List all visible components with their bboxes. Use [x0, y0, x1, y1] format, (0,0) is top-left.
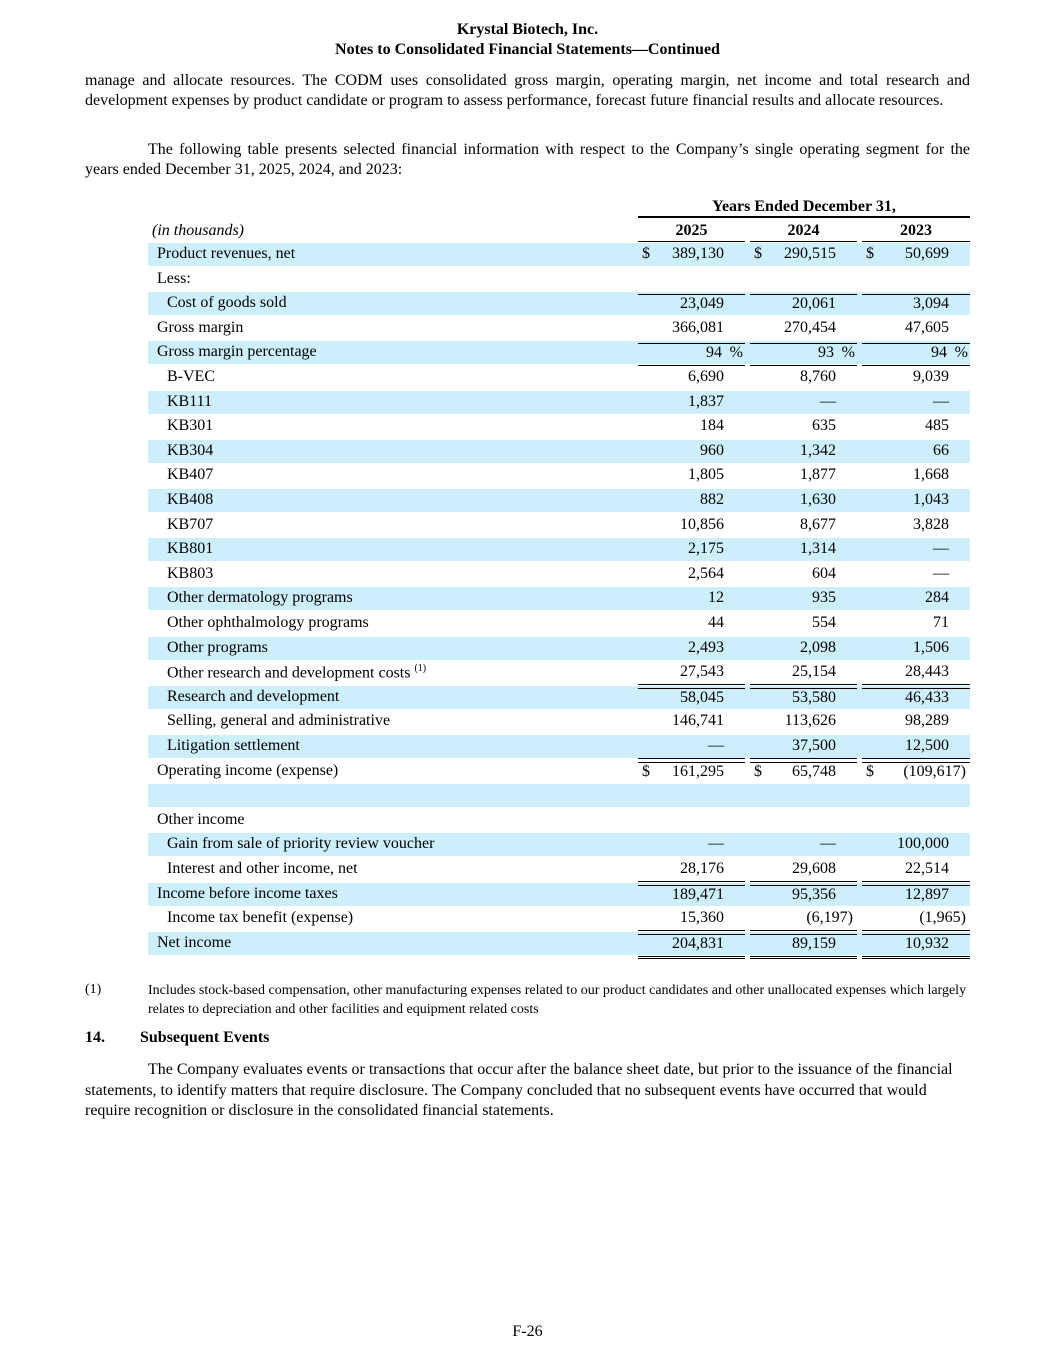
table-cell	[638, 835, 745, 856]
cell-value: 9,039	[913, 368, 949, 385]
cell-value: 22,514	[905, 860, 949, 877]
cell-value: 46,433	[905, 688, 949, 706]
table-cell	[750, 885, 857, 907]
table-row	[148, 587, 970, 610]
table-cell	[638, 270, 745, 291]
cell-value: 113,626	[784, 712, 836, 730]
row-label-text: Cost of goods sold	[167, 294, 287, 312]
table-cell	[750, 319, 857, 340]
cell-value: 1,043	[913, 491, 949, 508]
cell-value: 23,049	[680, 295, 724, 313]
row-label-text: Litigation settlement	[167, 737, 300, 754]
row-label	[157, 270, 191, 288]
row-label	[167, 712, 390, 730]
table-cell	[750, 835, 857, 856]
table-row	[148, 686, 970, 709]
cell-value: 89,159	[792, 934, 836, 952]
cell-value: —	[820, 392, 836, 410]
cell-value: 184	[700, 417, 724, 435]
table-cell	[750, 639, 857, 660]
currency-symbol: $	[754, 762, 762, 780]
cell-value: —	[933, 392, 949, 410]
table-cell	[750, 368, 857, 389]
table-row	[148, 735, 970, 758]
cell-value: 290,515	[784, 245, 836, 262]
table-cell	[750, 565, 857, 586]
cell-value: 3,828	[913, 515, 949, 533]
table-cell	[862, 786, 970, 807]
footnote-ref: (1)	[414, 663, 427, 675]
table-cell	[750, 491, 857, 512]
table-row	[148, 243, 970, 266]
cell-value: 635	[812, 417, 836, 435]
cell-value: 28,443	[905, 663, 949, 681]
cell-value: 12,897	[905, 885, 949, 903]
table-cell	[638, 491, 745, 512]
table-cell	[638, 368, 745, 389]
year-header-2023: 2023	[900, 222, 932, 239]
cell-value: 66	[933, 441, 949, 459]
cell-value: 95,356	[792, 885, 836, 903]
table-cell	[750, 663, 857, 685]
row-label	[167, 393, 212, 411]
cell-value: 882	[700, 491, 724, 508]
row-label-text: KB408	[167, 491, 214, 508]
table-cell	[862, 737, 970, 759]
table-row	[148, 710, 970, 733]
table-cell	[638, 319, 745, 340]
row-label-text: Income before income taxes	[157, 884, 338, 902]
table-cell	[638, 688, 745, 710]
table-cell	[750, 909, 857, 931]
cell-value: 93	[818, 344, 834, 362]
table-cell	[862, 393, 970, 414]
table-row	[148, 415, 970, 438]
row-label	[157, 934, 231, 952]
cell-value: 270,454	[784, 318, 836, 336]
table-cell	[638, 737, 745, 759]
year-rule-2024	[750, 241, 857, 242]
table-cell	[750, 343, 857, 366]
cell-value: 94	[931, 344, 947, 362]
table-cell	[638, 663, 745, 685]
row-label	[167, 860, 358, 878]
table-cell	[750, 688, 857, 710]
table-cell	[862, 516, 970, 537]
table-cell	[750, 786, 857, 807]
cell-value: 10,856	[680, 515, 724, 533]
table-row	[148, 784, 970, 807]
currency-symbol: $	[754, 245, 762, 262]
row-label-text: Research and development	[167, 687, 340, 705]
cell-value: 366,081	[672, 318, 724, 336]
company-name: Krystal Biotech, Inc.	[456, 21, 599, 38]
row-label-text: KB803	[167, 564, 214, 582]
table-cell	[638, 614, 745, 635]
row-label-text: Interest and other income, net	[167, 860, 358, 877]
cell-value: —	[933, 540, 949, 558]
row-label-text: Operating income (expense)	[157, 761, 339, 779]
currency-symbol: $	[642, 762, 650, 780]
table-cell	[862, 491, 970, 512]
row-label-text: Other income	[157, 810, 245, 828]
units-label: (in thousands)	[152, 222, 244, 239]
table-cell	[862, 294, 970, 316]
table-cell	[638, 417, 745, 438]
row-label-text: Other ophthalmology programs	[167, 614, 369, 631]
row-label	[167, 417, 213, 435]
row-label	[157, 885, 338, 903]
table-cell	[638, 860, 745, 882]
table-row	[148, 760, 970, 783]
percent-sign: %	[954, 344, 968, 362]
cell-value: —	[820, 835, 836, 853]
table-cell	[750, 393, 857, 414]
table-cell	[862, 442, 970, 463]
section-title: Subsequent Events	[140, 1029, 270, 1046]
row-label	[167, 688, 339, 706]
cell-value: 1,668	[913, 466, 949, 484]
row-label	[157, 343, 317, 361]
table-cell	[862, 762, 970, 784]
cell-value: 1,630	[800, 491, 836, 508]
row-label	[167, 639, 268, 657]
table-cell	[862, 909, 970, 931]
row-label	[167, 294, 287, 312]
table-cell	[638, 393, 745, 414]
cell-value: 47,605	[905, 318, 949, 336]
cell-value: 6,690	[688, 368, 724, 385]
percent-sign: %	[729, 344, 743, 362]
table-cell	[750, 860, 857, 882]
cell-value: (109,617)	[903, 762, 966, 780]
table-row	[148, 809, 970, 832]
cell-value: 2,175	[688, 540, 724, 558]
table-cell	[750, 934, 857, 959]
cell-value: 1,877	[800, 466, 836, 484]
row-label-text: Less:	[157, 269, 191, 287]
cell-value: 100,000	[897, 835, 949, 853]
row-label	[167, 491, 213, 509]
currency-symbol: $	[866, 762, 874, 780]
table-row	[148, 391, 970, 414]
cell-value: 10,932	[905, 934, 949, 952]
currency-symbol: $	[642, 245, 650, 262]
row-label-text: B-VEC	[167, 368, 215, 385]
row-label	[167, 442, 213, 460]
table-cell	[750, 811, 857, 832]
row-label-text: KB407	[167, 466, 214, 484]
year-header-2025: 2025	[675, 222, 708, 239]
table-cell	[750, 540, 857, 561]
cell-value: 1,506	[913, 638, 949, 656]
footnote-text: Includes stock-based compensation, other manufacturing expenses related to our product candidates and other unallocated expenses which largely relates to depreciation and other facilities and equipment related costs	[148, 983, 967, 1017]
cell-value: 37,500	[792, 737, 836, 754]
row-label-text: KB801	[167, 540, 214, 558]
page-number: F-26	[512, 1323, 543, 1340]
table-cell	[862, 811, 970, 832]
table-cell	[638, 909, 745, 931]
row-label	[157, 245, 295, 263]
cell-value: 1,837	[688, 392, 724, 410]
table-row	[148, 833, 970, 856]
table-cell	[750, 270, 857, 291]
cell-value: 389,130	[672, 245, 724, 262]
table-cell	[862, 245, 970, 266]
table-row	[148, 932, 970, 955]
table-cell	[862, 712, 970, 733]
cell-value: —	[933, 564, 949, 582]
table-cell	[862, 319, 970, 340]
table-cell	[638, 466, 745, 487]
intro-paragraph-1: manage and allocate resources. The CODM uses consolidated gross margin, operating margin, net income and total research and development expenses by product candidate or program to assess performance, forecast future financial results and allocate resources.	[85, 72, 970, 109]
table-row	[148, 612, 970, 635]
cell-value: 161,295	[672, 762, 724, 780]
table-cell	[862, 860, 970, 882]
table-row	[148, 464, 970, 487]
table-row	[148, 341, 970, 364]
table-cell	[638, 245, 745, 266]
row-label-text: Gross margin	[157, 318, 244, 336]
table-cell	[862, 688, 970, 710]
table-cell	[638, 343, 745, 366]
cell-value: —	[708, 737, 724, 754]
table-cell	[638, 639, 745, 660]
table-cell	[638, 565, 745, 586]
table-cell	[750, 417, 857, 438]
cell-value: 2,564	[688, 564, 724, 582]
cell-value: —	[708, 835, 724, 853]
table-row	[148, 661, 970, 684]
section-paragraph: The Company evaluates events or transactions that occur after the balance sheet date, but prior to the issuance of the financial statements, to identify matters that require disclosure. The Company concluded that no subsequent events have occurred that would require recognition or disclosure in the consolidated financial statements.	[85, 1061, 953, 1119]
table-cell	[638, 442, 745, 463]
cell-value: (1,965)	[919, 909, 966, 927]
cell-value: 2,098	[800, 638, 836, 656]
cell-value: 29,608	[792, 860, 836, 877]
table-cell	[862, 663, 970, 685]
cell-value: 204,831	[672, 934, 724, 952]
cell-value: 53,580	[792, 688, 836, 706]
cell-value: 12	[708, 589, 724, 607]
cell-value: 3,094	[913, 295, 949, 313]
row-label-text: KB304	[167, 441, 214, 459]
table-row	[148, 538, 970, 561]
row-label	[167, 540, 213, 558]
table-row	[148, 858, 970, 881]
table-cell	[862, 934, 970, 959]
table-cell	[638, 762, 745, 784]
row-label-text: Product revenues, net	[157, 245, 296, 262]
row-label-text: Other dermatology programs	[167, 589, 353, 607]
table-cell	[750, 442, 857, 463]
table-cell	[750, 589, 857, 610]
year-header-2024: 2024	[787, 222, 820, 239]
cell-value: 960	[700, 441, 724, 459]
table-cell	[862, 639, 970, 660]
table-row	[148, 292, 970, 315]
table-cell	[750, 245, 857, 266]
row-label	[157, 762, 338, 780]
table-cell	[750, 712, 857, 733]
table-cell	[750, 614, 857, 635]
cell-value: 284	[925, 589, 949, 607]
footnote-number: (1)	[85, 982, 102, 997]
row-label-text: Other programs	[167, 638, 268, 656]
cell-value: 12,500	[905, 737, 949, 754]
table-cell	[638, 294, 745, 316]
table-cell	[638, 540, 745, 561]
cell-value: 94	[706, 344, 722, 362]
cell-value: 25,154	[792, 663, 836, 681]
table-row	[148, 317, 970, 340]
cell-value: 98,289	[905, 712, 949, 730]
page-subtitle: Notes to Consolidated Financial Statements—Continued	[335, 41, 720, 58]
cell-value: 58,045	[680, 688, 724, 706]
table-cell	[862, 368, 970, 389]
row-label	[167, 466, 213, 484]
cell-value: 935	[812, 589, 836, 607]
cell-value: 44	[708, 614, 724, 631]
table-cell	[638, 516, 745, 537]
cell-value: 65,748	[792, 762, 836, 780]
table-row	[148, 440, 970, 463]
table-cell	[862, 565, 970, 586]
cell-value: 485	[925, 417, 949, 435]
cell-value: 50,699	[905, 245, 949, 262]
table-cell	[862, 466, 970, 487]
table-cell	[750, 737, 857, 759]
intro-paragraph-2: The following table presents selected financial information with respect to the Company’s single operating segment for the years ended December 31, 2025, 2024, and 2023:	[85, 141, 970, 178]
cell-value: 554	[812, 614, 836, 631]
cell-value: 8,677	[800, 515, 836, 533]
cell-value: 604	[812, 564, 836, 582]
table-cell	[638, 589, 745, 610]
cell-value: 71	[933, 614, 949, 631]
table-cell	[638, 712, 745, 733]
cell-value: 1,805	[688, 466, 724, 484]
cell-value: 189,471	[672, 885, 724, 903]
row-label-text: Income tax benefit (expense)	[167, 909, 354, 927]
period-header-rule	[638, 216, 970, 218]
row-label-text: Gain from sale of priority review voucher	[167, 835, 435, 853]
row-label-text: KB301	[167, 417, 214, 435]
row-label-text: KB111	[167, 392, 213, 410]
table-cell	[862, 270, 970, 291]
table-row	[148, 489, 970, 512]
row-label-text: Net income	[157, 933, 232, 951]
row-label	[167, 663, 426, 682]
row-label	[167, 614, 369, 632]
row-label-text: Selling, general and administrative	[167, 712, 391, 730]
row-label	[167, 909, 353, 927]
table-cell	[862, 540, 970, 561]
row-label	[167, 737, 300, 755]
percent-sign: %	[841, 344, 855, 362]
cell-value: 146,741	[672, 712, 724, 730]
cell-value: 28,176	[680, 860, 724, 877]
row-label-text: KB707	[167, 515, 214, 533]
row-label-text: Other research and development costs	[167, 664, 411, 682]
table-cell	[638, 885, 745, 907]
table-cell	[862, 885, 970, 907]
table-row	[148, 366, 970, 389]
cell-value: 20,061	[792, 295, 836, 313]
cell-value: 1,342	[800, 441, 836, 459]
cell-value: 2,493	[688, 638, 724, 656]
table-cell	[862, 835, 970, 856]
table-cell	[862, 614, 970, 635]
row-label	[167, 835, 434, 853]
table-row	[148, 907, 970, 930]
table-cell	[638, 811, 745, 832]
currency-symbol: $	[866, 245, 874, 262]
section-number: 14.	[85, 1029, 105, 1046]
table-cell	[750, 466, 857, 487]
cell-value: 1,314	[800, 540, 836, 558]
row-label	[167, 516, 213, 534]
row-label	[157, 811, 245, 829]
row-label	[167, 565, 213, 583]
table-cell	[750, 294, 857, 316]
table-row	[148, 268, 970, 291]
year-rule-2023	[862, 241, 970, 242]
table-row	[148, 514, 970, 537]
cell-value: (6,197)	[806, 909, 853, 927]
table-cell	[638, 934, 745, 959]
table-cell	[862, 343, 970, 366]
cell-value: 15,360	[680, 909, 724, 927]
period-header: Years Ended December 31,	[712, 198, 896, 215]
row-label-text: Gross margin percentage	[157, 343, 317, 361]
row-label	[157, 319, 243, 337]
row-label	[167, 368, 215, 386]
cell-value: 8,760	[800, 368, 836, 385]
table-cell	[862, 417, 970, 438]
cell-value: 27,543	[680, 663, 724, 681]
year-rule-2025	[638, 241, 745, 242]
table-row	[148, 637, 970, 660]
table-row	[148, 883, 970, 906]
table-cell	[750, 762, 857, 784]
table-cell	[750, 516, 857, 537]
row-label	[167, 589, 353, 607]
table-row	[148, 563, 970, 586]
table-cell	[638, 786, 745, 807]
table-cell	[862, 589, 970, 610]
